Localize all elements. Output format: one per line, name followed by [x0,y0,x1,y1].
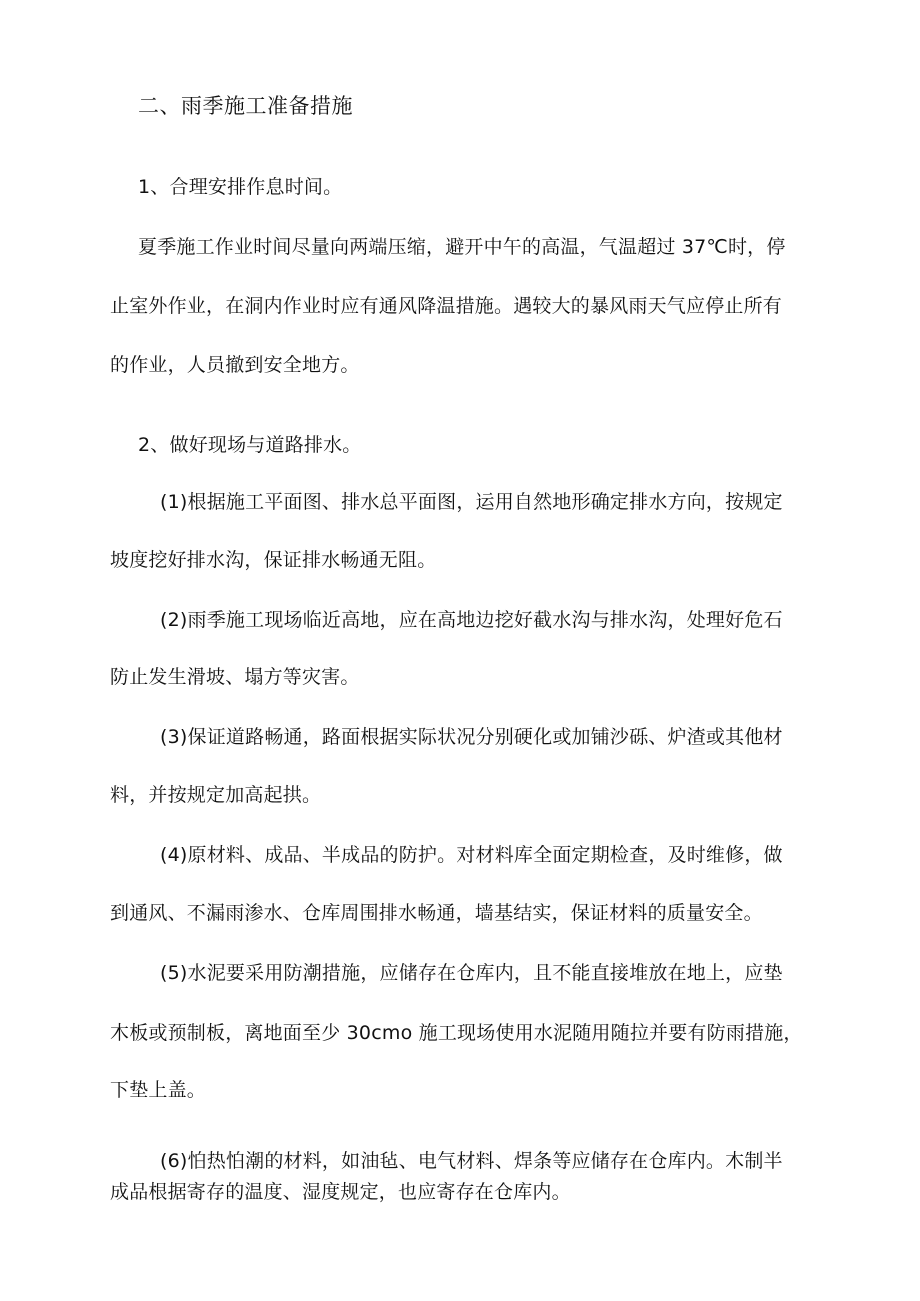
sub6-line-2: 成品根据寄存的温度、湿度规定，也应寄存在仓库内。 [110,1181,571,1203]
sub1-line-1: (1)根据施工平面图、排水总平面图，运用自然地形确定排水方向，按规定 [160,491,783,513]
item1-line-2: 止室外作业，在洞内作业时应有通风降温措施。遇较大的暴风雨天气应停止所有 [110,295,783,317]
sub3-line-1: (3)保证道路畅通，路面根据实际状况分别硬化或加铺沙砾、炉渣或其他材 [160,726,783,748]
sub4-line-1: (4)原材料、成品、半成品的防护。对材料库全面定期检查，及时维修，做 [160,844,783,866]
sub2-line-2: 防止发生滑坡、塌方等灾害。 [110,666,360,688]
sub1-line-2: 坡度挖好排水沟，保证排水畅通无阻。 [110,549,437,571]
sub5-line-2: 木板或预制板，离地面至少 30cmo 施工现场使用水泥随用随拉并要有防雨措施， [110,1022,803,1044]
sub4-line-2: 到通风、不漏雨渗水、仓库周围排水畅通，墙基结实，保证材料的质量安全。 [110,902,763,924]
sub5-line-1: (5)水泥要采用防潮措施，应储存在仓库内，且不能直接堆放在地上，应垫 [160,962,783,984]
item1-line-3: 的作业，人员撤到安全地方。 [110,354,360,376]
sub3-line-2: 料，并按规定加高起拱。 [110,784,322,806]
item1-heading: 1、合理安排作息时间。 [138,176,343,198]
item1-line-1: 夏季施工作业时间尽量向两端压缩，避开中午的高温，气温超过 37℃时，停 [138,236,786,258]
sub2-line-1: (2)雨季施工现场临近高地，应在高地边挖好截水沟与排水沟，处理好危石 [160,609,783,631]
section-title: 二、雨季施工准备措施 [138,94,353,118]
sub6-line-1: (6)怕热怕潮的材料，如油毡、电气材料、焊条等应储存在仓库内。木制半 [160,1150,783,1172]
item2-heading: 2、做好现场与道路排水。 [138,434,362,456]
sub5-line-3: 下垫上盖。 [110,1079,207,1101]
